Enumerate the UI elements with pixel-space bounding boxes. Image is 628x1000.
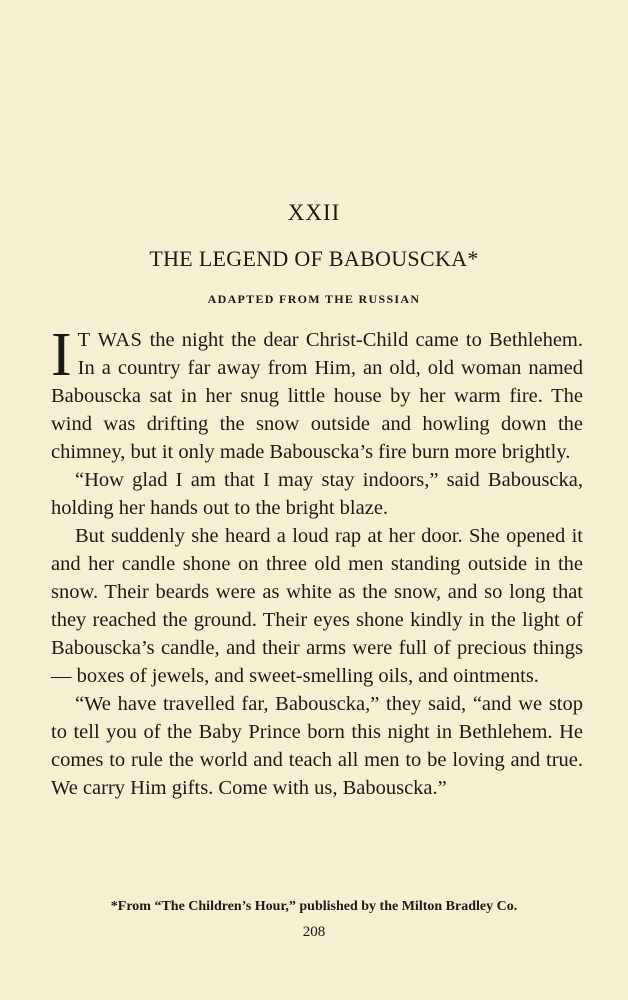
paragraph-1-text: the night the dear Christ-Child came to Bethlehem. In a country far away from Him, an old, old woman named Babouscka sat in her snug little house by her warm fire. The wind was drifting the snow outside and howling down the chimney, but it only made Babouscka’s fire burn more brightly.: [51, 329, 583, 463]
chapter-number: XXII: [287, 200, 341, 225]
footnote: *From “The Children’s Hour,” published by the Milton Bradley Co.: [110, 899, 518, 914]
chapter-subtitle: ADAPTED FROM THE RUSSIAN: [207, 292, 421, 306]
story-text: [51, 321, 583, 802]
drop-cap: I: [51, 321, 72, 389]
paragraph-2: “How glad I am that I may stay indoors,” said Babouscka, holding her hands out to the bright blaze.: [51, 469, 583, 519]
paragraph-3: But suddenly she heard a loud rap at her door. She opened it and her candle shone on three old men standing outside in the snow. Their beards were as white as the snow, and so long that they reached the ground. Their eyes shone kindly in the light of Babouscka’s candle, and their arms were full of precious things — boxes of jewels, and sweet-smelling oils, and ointments.: [51, 525, 583, 687]
paragraph-1: [51, 321, 583, 466]
paragraph-4: “We have travelled far, Babouscka,” they said, “and we stop to tell you of the Baby Prince born this night in Bethlehem. He comes to rule the world and teach all men to be loving and true. We carry Him gifts. Come with us, Babouscka.”: [51, 693, 583, 799]
chapter-title: THE LEGEND OF BABOUSCKA*: [149, 246, 479, 271]
page-number: 208: [302, 924, 326, 940]
opening-words: T WAS: [77, 329, 143, 351]
